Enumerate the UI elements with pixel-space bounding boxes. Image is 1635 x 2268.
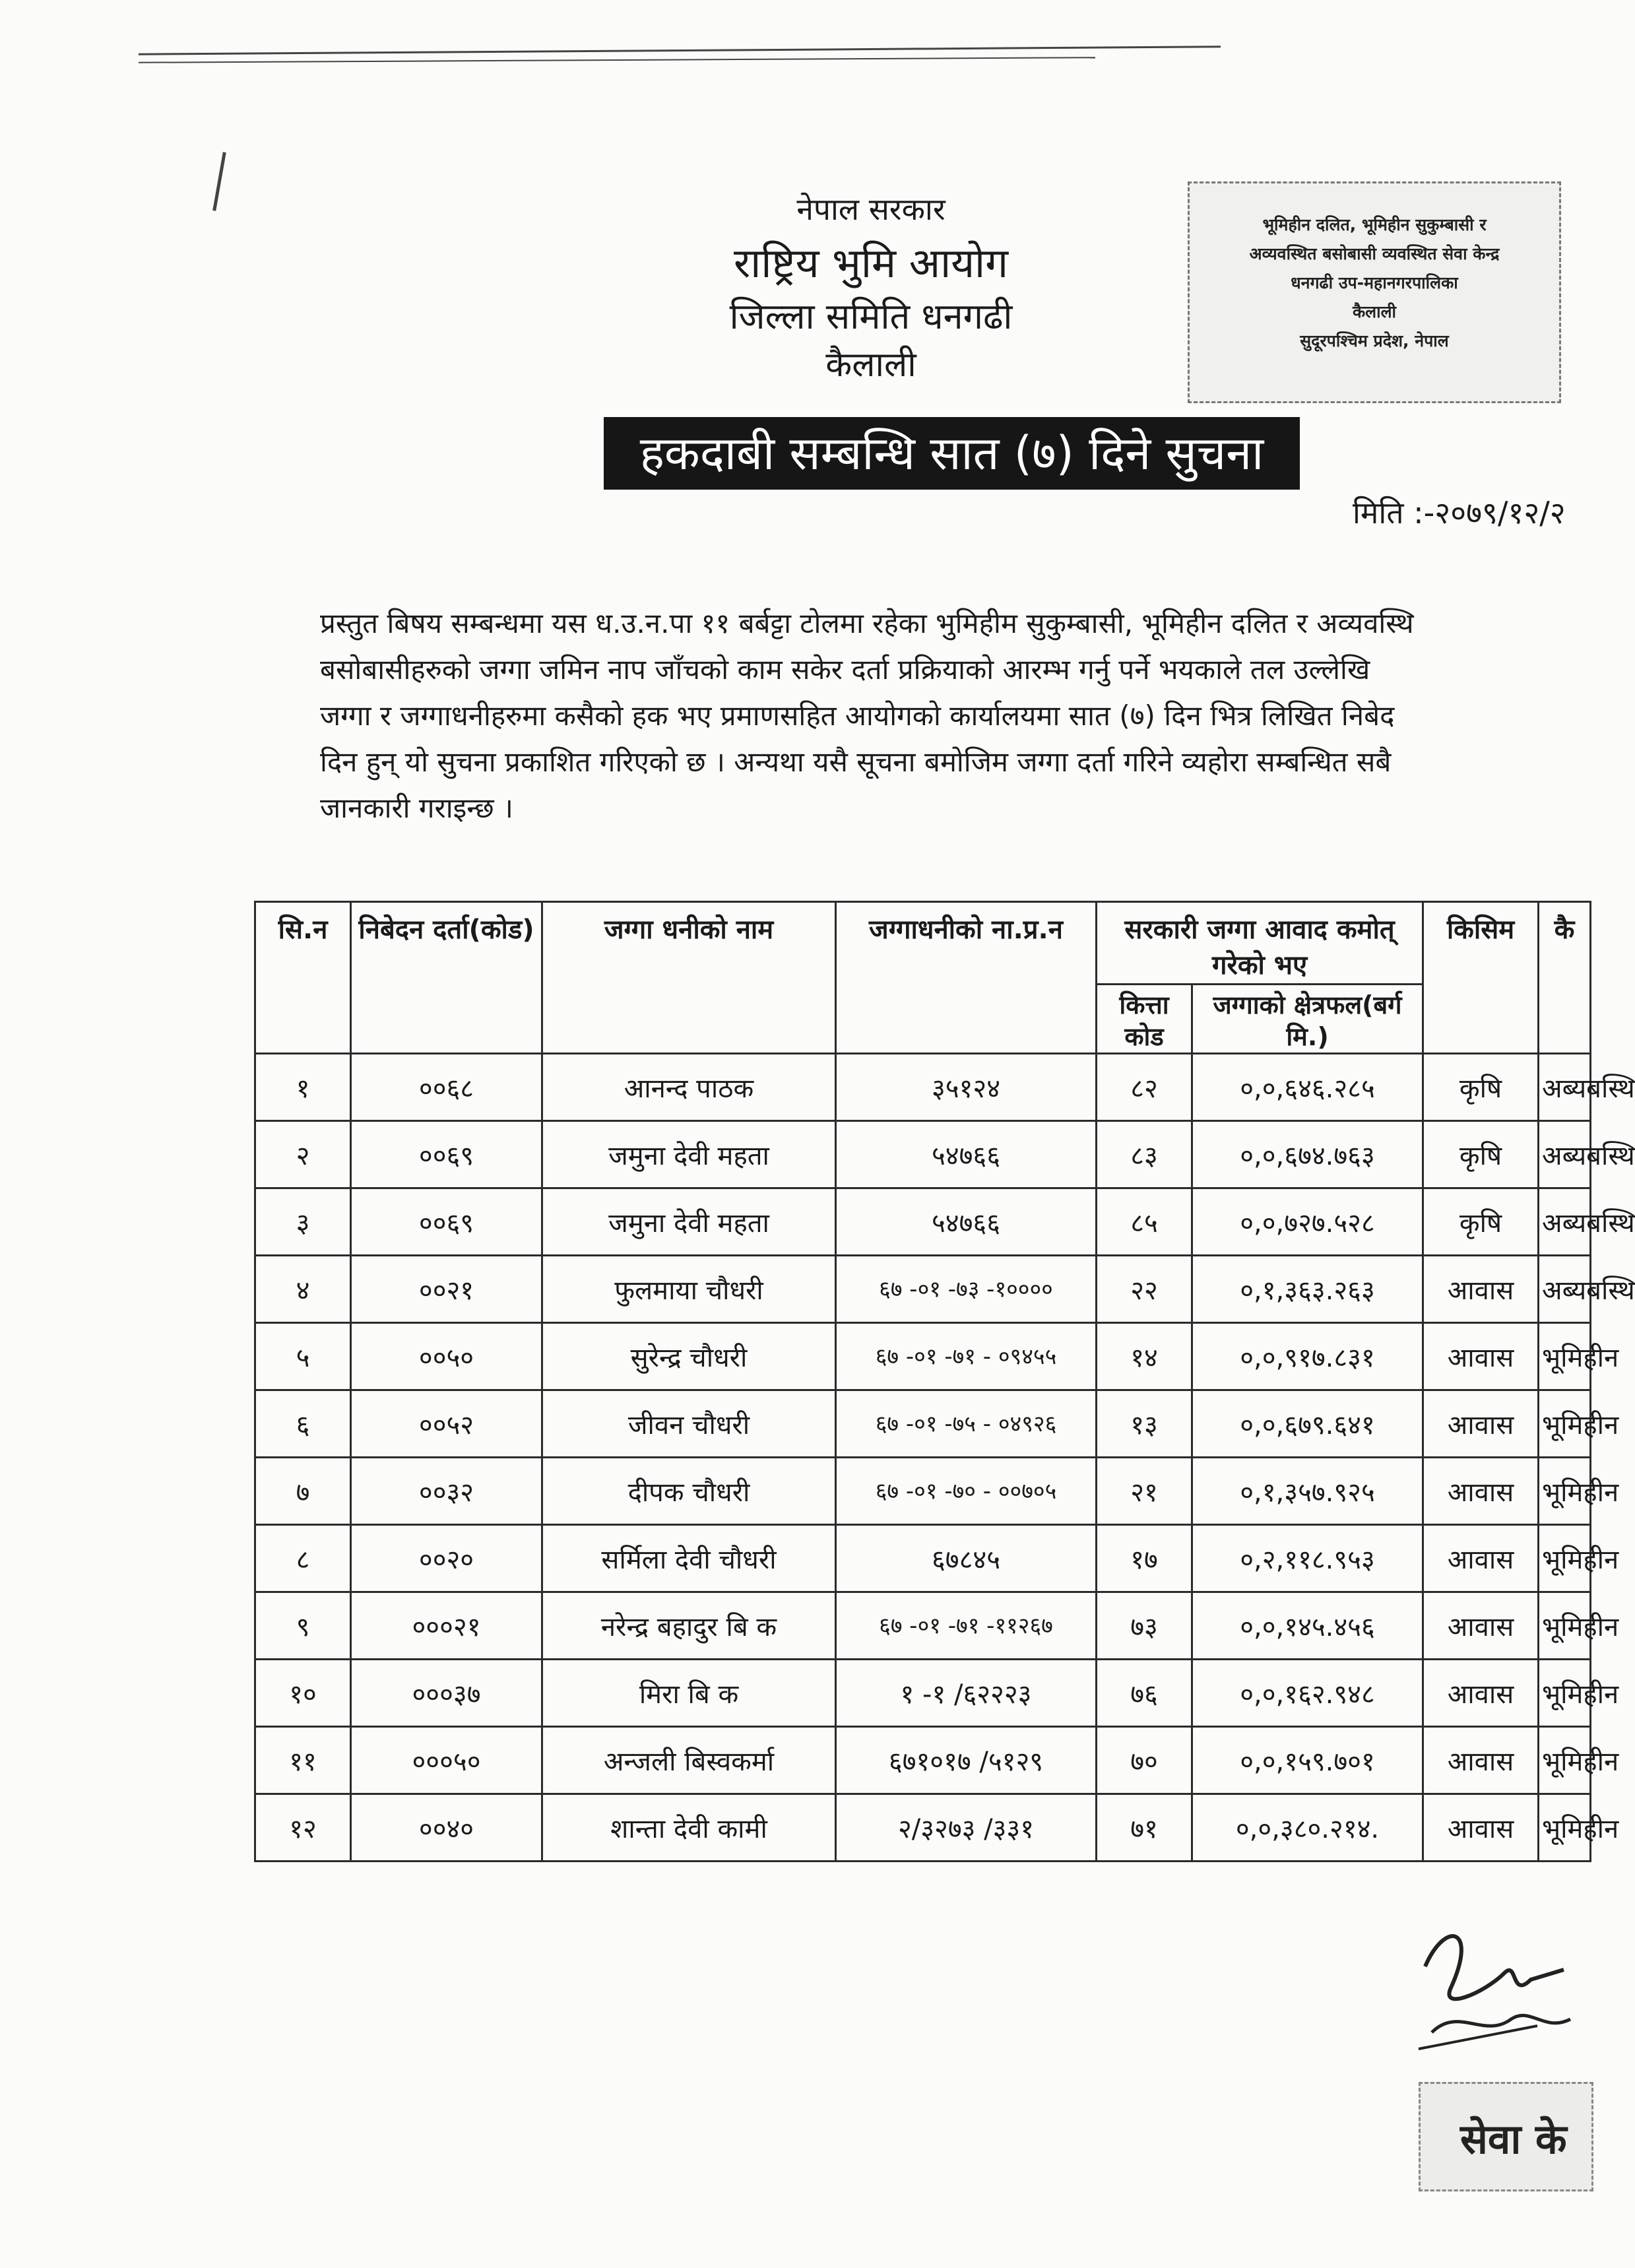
cell-type: कृषि — [1423, 1054, 1539, 1121]
cell-code: ००६९ — [351, 1188, 542, 1256]
header-city: कैलाली — [825, 345, 916, 385]
table-row — [255, 1323, 1591, 1390]
cell-area: ०,१,३६३.२६३ — [1192, 1256, 1423, 1323]
cell-type: आवास — [1423, 1794, 1539, 1862]
cell-sn: २ — [255, 1121, 351, 1188]
notice-date: मिति :-२०७९/१२/२ — [1353, 495, 1566, 531]
cell-type: आवास — [1423, 1458, 1539, 1525]
stamp-line: सुदूरपश्चिम प्रदेश, नेपाल — [1300, 331, 1449, 350]
cell-code: ००२० — [351, 1525, 542, 1592]
cell-area: ०,०,१५९.७०१ — [1192, 1727, 1423, 1794]
cell-category: भूमिहीन — [1539, 1390, 1591, 1458]
header-govt-land: सरकारी जग्गा आवाद कमोत् गरेको भए — [1097, 902, 1423, 985]
cell-name: जीवन चौधरी — [542, 1390, 836, 1458]
cell-citizenship: १ -१ /६२२२३ — [836, 1660, 1097, 1727]
cell-name: सर्मिला देवी चौधरी — [542, 1525, 836, 1592]
header-kitta-code: कित्ता कोड — [1097, 985, 1192, 1054]
cell-category: भूमिहीन — [1539, 1592, 1591, 1660]
table-row — [255, 1121, 1591, 1188]
cell-kitta: १७ — [1097, 1525, 1192, 1592]
cell-sn: ६ — [255, 1390, 351, 1458]
cell-name: आनन्द पाठक — [542, 1054, 836, 1121]
cell-category: भूमिहीन — [1539, 1323, 1591, 1390]
stamp-text: सेवा के — [1460, 2115, 1567, 2163]
cell-citizenship: ६७ -०१ -७० - ००७०५ — [836, 1458, 1097, 1525]
table-row — [255, 1592, 1591, 1660]
cell-area: ०,०,१४५.४५६ — [1192, 1592, 1423, 1660]
cell-citizenship: ६७ -०१ -७१ - ०९४५५ — [836, 1323, 1097, 1390]
scan-line — [139, 46, 1221, 55]
table-row — [255, 1660, 1591, 1727]
cell-area: ०,०,६४६.२८५ — [1192, 1054, 1423, 1121]
cell-kitta: ७० — [1097, 1727, 1192, 1794]
cell-code: ०००२१ — [351, 1592, 542, 1660]
table-row — [255, 1256, 1591, 1323]
cell-type: आवास — [1423, 1660, 1539, 1727]
cell-kitta: ७३ — [1097, 1592, 1192, 1660]
cell-area: ०,०,९१७.८३१ — [1192, 1323, 1423, 1390]
cell-kitta: ८५ — [1097, 1188, 1192, 1256]
header-district-committee: जिल्ला समिति धनगढी — [729, 296, 1013, 337]
cell-name: नरेन्द्र बहादुर बि क — [542, 1592, 836, 1660]
table-row — [255, 1390, 1591, 1458]
notice-title: हकदाबी सम्बन्धि सात (७) दिने सुचना — [604, 417, 1300, 490]
cell-code: ००२१ — [351, 1256, 542, 1323]
cell-area: ०,०,७२७.५२८ — [1192, 1188, 1423, 1256]
cell-kitta: २२ — [1097, 1256, 1192, 1323]
cell-name: दीपक चौधरी — [542, 1458, 836, 1525]
cell-name: अन्जली बिस्वकर्मा — [542, 1727, 836, 1794]
cell-category: भूमिहीन — [1539, 1525, 1591, 1592]
table-row — [255, 1727, 1591, 1794]
header-type: किसिम — [1423, 902, 1539, 1054]
cell-code: ००६९ — [351, 1121, 542, 1188]
cell-sn: १२ — [255, 1794, 351, 1862]
cell-sn: ८ — [255, 1525, 351, 1592]
table-row — [255, 1794, 1591, 1862]
cell-code: ०००३७ — [351, 1660, 542, 1727]
cell-sn: १० — [255, 1660, 351, 1727]
header-country: नेपाल सरकार — [796, 191, 946, 227]
table-row — [255, 1458, 1591, 1525]
service-stamp — [1419, 2082, 1593, 2191]
cell-name: जमुना देवी महता — [542, 1121, 836, 1188]
table-row — [255, 1525, 1591, 1592]
cell-type: आवास — [1423, 1256, 1539, 1323]
signature — [1405, 1907, 1589, 2059]
cell-category: भूमिहीन — [1539, 1727, 1591, 1794]
cell-citizenship: ५४७६६ — [836, 1121, 1097, 1188]
cell-name: शान्ता देवी कामी — [542, 1794, 836, 1862]
cell-type: कृषि — [1423, 1121, 1539, 1188]
cell-kitta: १३ — [1097, 1390, 1192, 1458]
notice-paragraph: प्रस्तुत बिषय सम्बन्धमा यस ध.उ.न.पा ११ बर्बट्टा टोलमा रहेका भुमिहीम सुकुम्बासी, भूमिहीन दलित र अव्यवस्थि बसोबासीहरुको जग्गा जमिन नाप जाँचको काम सकेर दर्ता प्रक्रियाको आरम्भ गर्नु पर्ने भयकाले तल उल्लेखि जग्गा र जग्गाधनीहरुमा कसैको हक भए प्रमाणसहित आयोगको कार्यालयमा सात (७) दिन भित्र लिखित निबेद दिन हुन् यो सुचना प्रकाशित गरिएको छ । अन्यथा यसै सूचना बमोजिम जग्गा दर्ता गरिने व्यहोरा सम्बन्धित सबै जानकारी गराइन्छ । — [320, 607, 1414, 824]
cell-name: जमुना देवी महता — [542, 1188, 836, 1256]
pen-mark — [212, 152, 226, 211]
cell-code: ००३२ — [351, 1458, 542, 1525]
cell-sn: ४ — [255, 1256, 351, 1323]
cell-type: आवास — [1423, 1727, 1539, 1794]
cell-kitta: ७१ — [1097, 1794, 1192, 1862]
cell-kitta: ८३ — [1097, 1121, 1192, 1188]
cell-citizenship: २/३२७३ /३३१ — [836, 1794, 1097, 1862]
cell-type: आवास — [1423, 1390, 1539, 1458]
cell-area: ०,०,६७४.७६३ — [1192, 1121, 1423, 1188]
office-stamp — [1188, 181, 1561, 403]
stamp-line: धनगढी उप-महानगरपालिका — [1291, 273, 1458, 292]
cell-kitta: १४ — [1097, 1323, 1192, 1390]
cell-kitta: ८२ — [1097, 1054, 1192, 1121]
cell-sn: ७ — [255, 1458, 351, 1525]
cell-category: भूमिहीन — [1539, 1458, 1591, 1525]
header-application-code: निबेदन दर्ता(कोड) — [351, 902, 542, 1054]
cell-category: अब्यबस्थि — [1539, 1188, 1591, 1256]
header-category: कै — [1539, 902, 1591, 1054]
stamp-line: भूमिहीन दलित, भूमिहीन सुकुम्बासी र — [1262, 215, 1487, 234]
header-commission: राष्ट्रिय भुमि आयोग — [733, 239, 1009, 287]
cell-sn: ११ — [255, 1727, 351, 1794]
stamp-line: अव्यवस्थित बसोबासी व्यवस्थित सेवा केन्द्र — [1249, 244, 1500, 263]
cell-code: ००४० — [351, 1794, 542, 1862]
cell-area: ०,०,६७९.६४१ — [1192, 1390, 1423, 1458]
cell-type: आवास — [1423, 1525, 1539, 1592]
cell-kitta: २१ — [1097, 1458, 1192, 1525]
header-sn: सि.न — [255, 902, 351, 1054]
cell-category: भूमिहीन — [1539, 1794, 1591, 1862]
scan-line — [139, 57, 1095, 63]
cell-sn: ९ — [255, 1592, 351, 1660]
cell-area: ०,२,११८.९५३ — [1192, 1525, 1423, 1592]
cell-type: आवास — [1423, 1323, 1539, 1390]
cell-citizenship: ६७ -०१ -७१ -११२६७ — [836, 1592, 1097, 1660]
cell-type: कृषि — [1423, 1188, 1539, 1256]
table-row — [255, 1188, 1591, 1256]
stamp-line: कैलाली — [1352, 302, 1397, 321]
cell-type: आवास — [1423, 1592, 1539, 1660]
cell-kitta: ७६ — [1097, 1660, 1192, 1727]
cell-name: सुरेन्द्र चौधरी — [542, 1323, 836, 1390]
cell-name: मिरा बि क — [542, 1660, 836, 1727]
cell-name: फुलमाया चौधरी — [542, 1256, 836, 1323]
cell-code: ०००५० — [351, 1727, 542, 1794]
cell-citizenship: ६७ -०१ -७५ - ०४९२६ — [836, 1390, 1097, 1458]
cell-code: ००५० — [351, 1323, 542, 1390]
cell-category: अब्यबस्थि — [1539, 1121, 1591, 1188]
table-row — [255, 1054, 1591, 1121]
cell-code: ००६८ — [351, 1054, 542, 1121]
cell-sn: ५ — [255, 1323, 351, 1390]
cell-area: ०,१,३५७.९२५ — [1192, 1458, 1423, 1525]
cell-sn: १ — [255, 1054, 351, 1121]
header-owner-name: जग्गा धनीको नाम — [542, 902, 836, 1054]
cell-sn: ३ — [255, 1188, 351, 1256]
cell-category: भूमिहीन — [1539, 1660, 1591, 1727]
cell-category: अब्यबस्थि — [1539, 1256, 1591, 1323]
cell-citizenship: ६७८४५ — [836, 1525, 1097, 1592]
cell-citizenship: ३५१२४ — [836, 1054, 1097, 1121]
cell-code: ००५२ — [351, 1390, 542, 1458]
cell-area: ०,०,१६२.९४८ — [1192, 1660, 1423, 1727]
cell-category: अब्यबस्थि — [1539, 1054, 1591, 1121]
header-citizenship: जग्गाधनीको ना.प्र.न — [836, 902, 1097, 1054]
cell-citizenship: ६७१०१७ /५१२९ — [836, 1727, 1097, 1794]
header-area: जग्गाको क्षेत्रफल(बर्ग मि.) — [1192, 985, 1423, 1054]
land-table — [254, 901, 1635, 1862]
cell-citizenship: ६७ -०१ -७३ -१०००० — [836, 1256, 1097, 1323]
cell-area: ०,०,३८०.२१४. — [1192, 1794, 1423, 1862]
cell-citizenship: ५४७६६ — [836, 1188, 1097, 1256]
